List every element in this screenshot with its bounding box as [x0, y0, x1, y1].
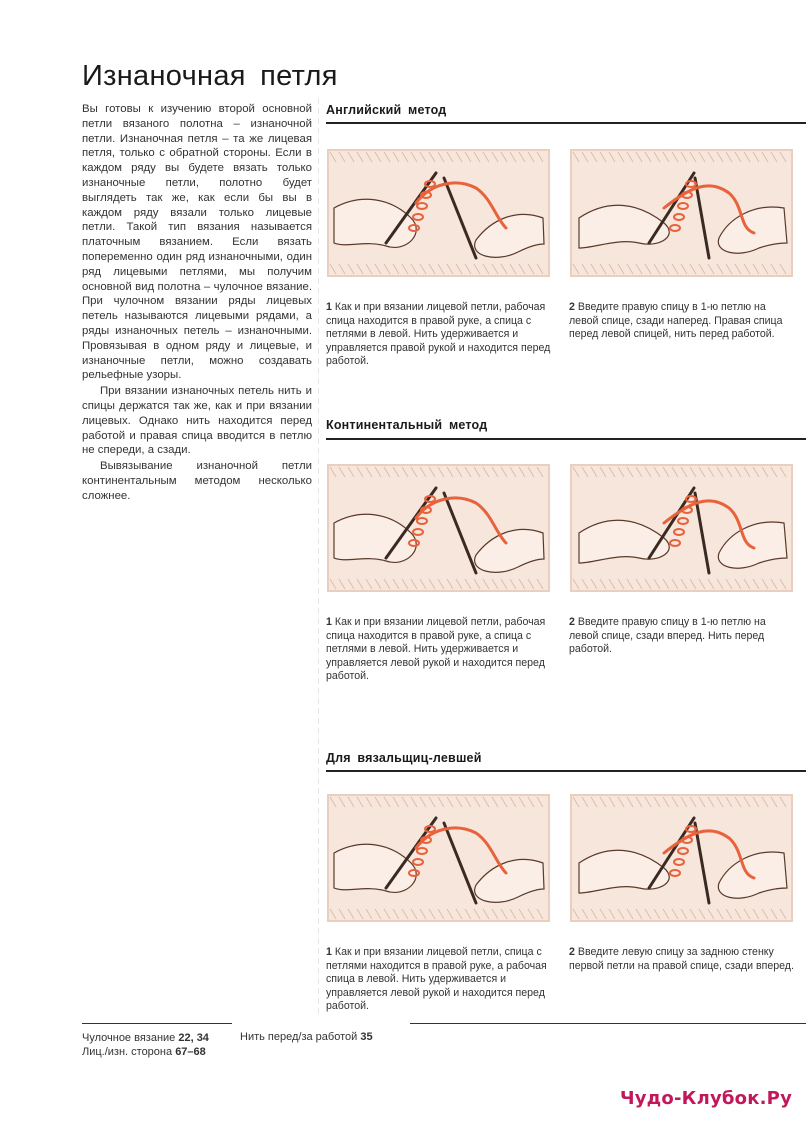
caption-english-step-1: 1 Как и при вязании лицевой петли, рабочая спица находится в правой руке, а спица с петлями в левой. Нить удерживается и управляется правой рукой и находится перед работой.: [326, 301, 551, 368]
intro-paragraph: Вывязывание изнаночной петли континентальным методом несколько сложнее.: [82, 460, 312, 502]
intro-text: [82, 102, 312, 504]
footer-ref: Лиц./изн. сторона 67–68: [82, 1046, 206, 1058]
caption-continental-step-1: 1 Как и при вязании лицевой петли, рабочая спица находится в правой руке, а спица с петлями в левой. Нить удерживается и управляется левой рукой и находится перед работой.: [326, 616, 546, 683]
intro-paragraph: При вязании изнаночных петель нить и спицы держатся так же, как и при вязании лицевых. Однако нить находится перед работой и правая спица вводится в петлю не спереди, а сзади.: [82, 385, 312, 457]
footer-rule: [82, 1023, 232, 1024]
section-divider: [326, 770, 806, 772]
section-title-english: Английский метод: [326, 103, 447, 117]
intro-paragraph: Вы готовы к изучению второй основной петли вязаного полотна – изнаночной петли. Изнаночная петля – та же лицевая петля, только с обратной стороны. Если в каждом ряду вы будете вязать только изнаночные петли, полотно будет выглядеть так же, как если бы вы в каждом ряду вязали только лицевые петли. Такой тип вязания называется платочным вязанием. Если вязать попеременно один ряд изнаночными, один ряд лицевыми петлями, мы получим основной вид полотна – чулочное вязание. При чулочном вязании ряды лицевых петель называются лицевыми рядами, а ряды изнаночных петель – изнаночными. Провязывая в одном ряду и лицевые, и изнаночные петли, можно создавать рельефные узоры.: [82, 103, 312, 382]
illustration-english-step-2: [569, 148, 794, 278]
page-title: Изнаночная петля: [82, 60, 338, 92]
footer-refs: [82, 1031, 209, 1059]
section-title-left-handed: Для вязальщиц-левшей: [326, 751, 482, 765]
section-title-continental: Континентальный метод: [326, 418, 488, 432]
caption-left-handed-step-2: 2 Введите левую спицу за заднюю стенку первой петли на правой спице, сзади вперед.: [569, 946, 794, 972]
column-divider: [318, 98, 319, 1018]
site-watermark: Чудо-Клубок.Ру: [620, 1088, 792, 1109]
footer-ref: Чулочное вязание 22, 34: [82, 1032, 209, 1044]
caption-continental-step-2: 2 Введите правую спицу в 1-ю петлю на левой спице, сзади вперед. Нить перед работой.: [569, 616, 766, 656]
illustration-english-step-1: [326, 148, 551, 278]
section-divider: [326, 122, 806, 124]
footer-rule: [410, 1023, 806, 1024]
illustration-left-handed-step-2: [569, 793, 794, 923]
illustration-continental-step-1: [326, 463, 551, 593]
illustration-continental-step-2: [569, 463, 794, 593]
illustration-left-handed-step-1: [326, 793, 551, 923]
caption-english-step-2: 2 Введите правую спицу в 1-ю петлю на левой спице, сзади наперед. Правая спица перед левой спицей, нить перед работой.: [569, 301, 783, 341]
caption-left-handed-step-1: 1 Как и при вязании лицевой петли, спица с петлями находится в правой руке, а рабочая спица в левой. Нить удерживается и управляется левой рукой и находится перед работой.: [326, 946, 547, 1013]
footer-ref: Нить перед/за работой 35: [240, 1031, 373, 1043]
section-divider: [326, 438, 806, 440]
